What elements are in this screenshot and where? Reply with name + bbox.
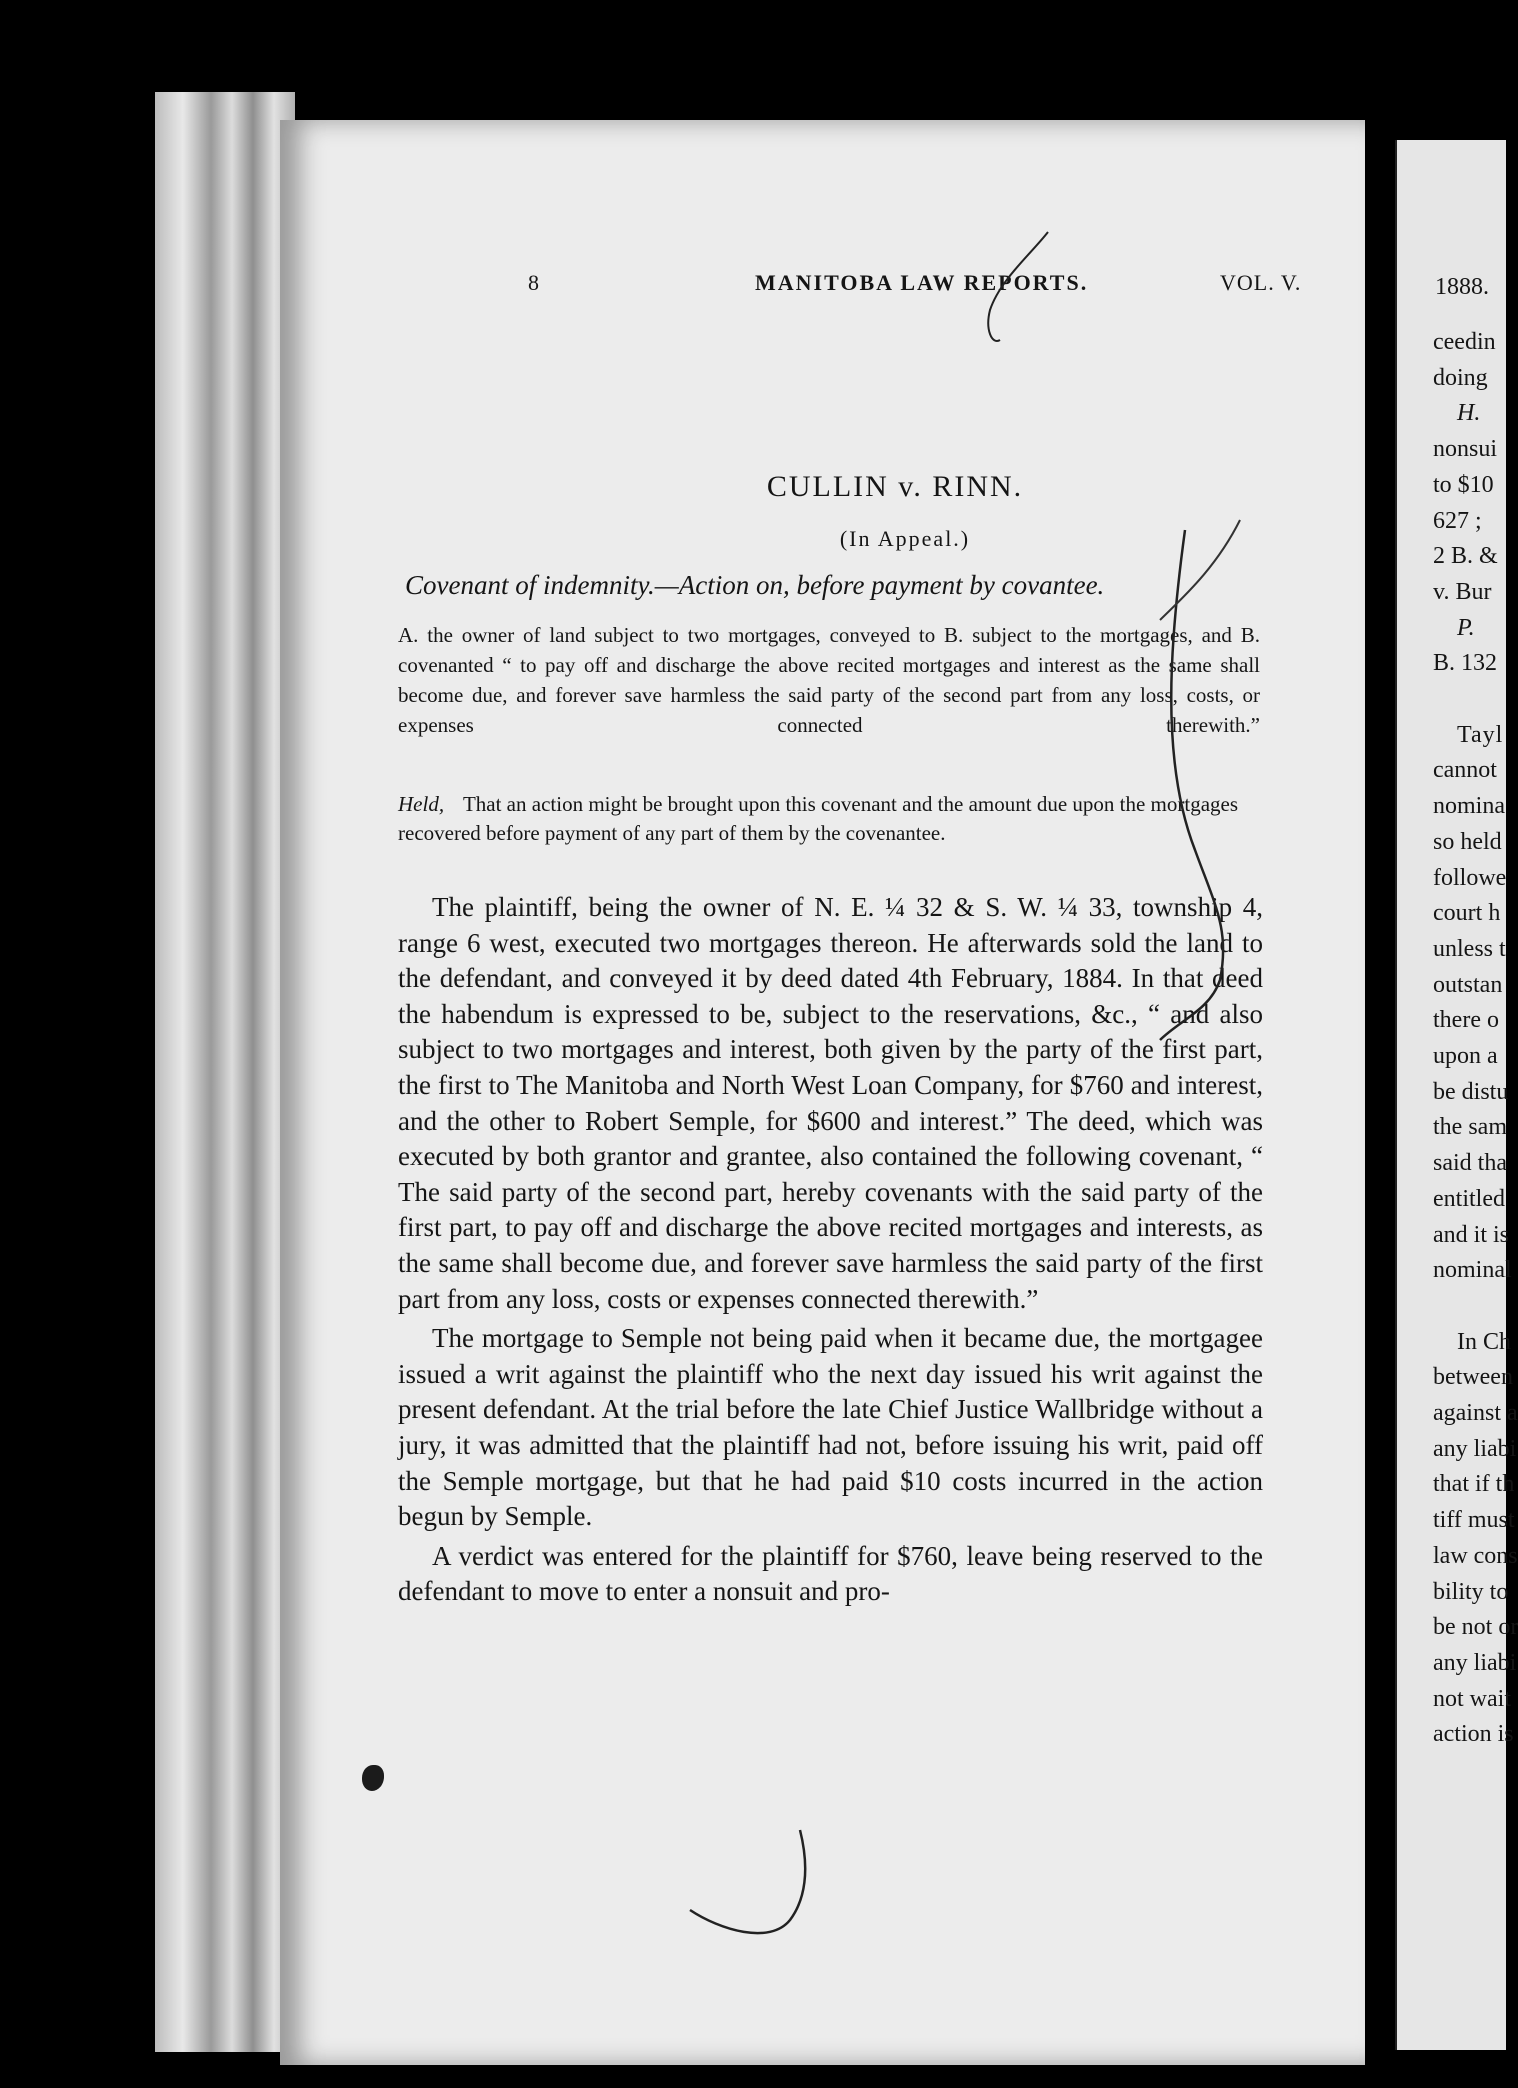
adjacent-line: be distu	[1433, 1078, 1509, 1105]
adjacent-line: so held	[1433, 828, 1502, 855]
adjacent-line: doing	[1433, 364, 1488, 391]
book-page	[280, 120, 1365, 2065]
adjacent-line	[1433, 1289, 1518, 1325]
adjacent-line: law cons	[1433, 1542, 1518, 1569]
adjacent-line: that if th	[1433, 1471, 1515, 1498]
body-text	[398, 890, 1263, 1610]
adjacent-line: nomina	[1433, 793, 1505, 820]
adjacent-line: not wait	[1433, 1685, 1511, 1712]
page-number: 8	[528, 270, 540, 295]
case-title: CULLIN v. RINN.	[766, 470, 1024, 503]
volume-label: VOL. V.	[1220, 270, 1302, 295]
adjacent-line: the sam	[1433, 1114, 1507, 1141]
adjacent-line: outstan	[1433, 971, 1503, 998]
book-page-edges	[155, 92, 295, 2052]
adjacent-line: court h	[1433, 900, 1501, 927]
adjacent-line: any liabi	[1433, 1649, 1517, 1676]
adjacent-line: followe	[1433, 864, 1507, 891]
adjacent-line: action is	[1433, 1721, 1514, 1748]
adjacent-line: entitled	[1433, 1185, 1505, 1212]
adjacent-page-year: 1888.	[1435, 274, 1489, 300]
adjacent-line: against a	[1433, 1400, 1518, 1427]
court-label: (In Appeal.)	[839, 526, 971, 551]
adjacent-line: Tayl	[1457, 721, 1504, 748]
held-label: Held,	[398, 792, 445, 816]
adjacent-line: cannot	[1433, 757, 1497, 784]
adjacent-line: there o	[1433, 1007, 1499, 1034]
adjacent-line: H.	[1457, 400, 1481, 427]
case-subject: Covenant of indemnity.—Action on, before payment by covantee.	[405, 570, 1105, 600]
adjacent-line: any liabi	[1433, 1435, 1517, 1462]
adjacent-line: be not or	[1433, 1614, 1518, 1641]
running-title: MANITOBA LAW REPORTS.	[755, 270, 1089, 295]
adjacent-line: v. Bur	[1433, 578, 1492, 605]
body-paragraph: The mortgage to Semple not being paid when it became due, the mortgagee issued a writ against the plaintiff who the next day issued his writ against the present defendant. At the trial before the late Chief Justice Wallbridge without a jury, it was admitted that the plaintiff had not, before issuing his writ, paid off the Semple mortgage, but that he had paid $10 costs incurred in the action begun by Semple.	[398, 1323, 1263, 1532]
adjacent-line: to $10	[1433, 471, 1494, 498]
held-text: That an action might be brought upon this covenant and the amount due upon the mortgages recovered before payment of any part of them by the covenantee.	[398, 792, 1239, 845]
adjacent-line: tiff must	[1433, 1507, 1515, 1534]
body-paragraph: The plaintiff, being the owner of N. E. ¼ 32 & S. W. ¼ 33, township 4, range 6 west, executed two mortgages thereon. He afterwards sold the land to the defendant, and conveyed it by deed dated 4th February, 1884. In that deed the habendum is expressed to be, subject to the reservations, &c., “ and also subject to two mortgages and interest, both given by the party of the first part, the first to The Manitoba and North West Loan Company, for $760 and interest, and the other to Robert Semple, for $600 and interest.” The deed, which was executed by both grantor and grantee, also contained the following covenant, “ The said party of the second part, hereby covenants with the said party of the first part, to pay off and discharge the above recited mortgages and interests, as the same shall become due, and forever save harmless the said party of the first part from any loss, costs or expenses connected therewith.”	[398, 892, 1263, 1314]
adjacent-line: nominal	[1433, 1257, 1512, 1284]
adjacent-line	[1433, 682, 1518, 718]
headnote-held	[398, 790, 1260, 848]
headnote-facts: A. the owner of land subject to two mortgages, conveyed to B. subject to the mortgages, and B. covenanted “ to pay off and discharge the above recited mortgages and interest as the same shall become due, and forever save harmless the said party of the second part from any loss, costs, or expenses connected therewith.”	[398, 623, 1260, 737]
adjacent-line: and it is	[1433, 1221, 1509, 1248]
adjacent-line: In Ch	[1457, 1328, 1511, 1355]
adjacent-line: 627 ;	[1433, 507, 1482, 534]
body-paragraph: A verdict was entered for the plaintiff for $760, leave being reserved to the defendant to move to enter a nonsuit and pro-	[398, 1540, 1263, 1607]
adjacent-line: P.	[1457, 614, 1475, 641]
adjacent-line: nonsui	[1433, 436, 1498, 463]
adjacent-line: between	[1433, 1364, 1513, 1391]
adjacent-page-lines	[1433, 325, 1518, 1753]
adjacent-line: upon a	[1433, 1043, 1498, 1070]
adjacent-line: ceedin	[1433, 329, 1496, 355]
adjacent-line: 2 B. &	[1433, 543, 1498, 570]
adjacent-page-fragment	[1395, 140, 1518, 2050]
adjacent-line: unless t	[1433, 935, 1506, 962]
adjacent-line: B. 132	[1433, 650, 1498, 677]
adjacent-line: bility to	[1433, 1578, 1509, 1605]
adjacent-line: said tha	[1433, 1150, 1507, 1177]
